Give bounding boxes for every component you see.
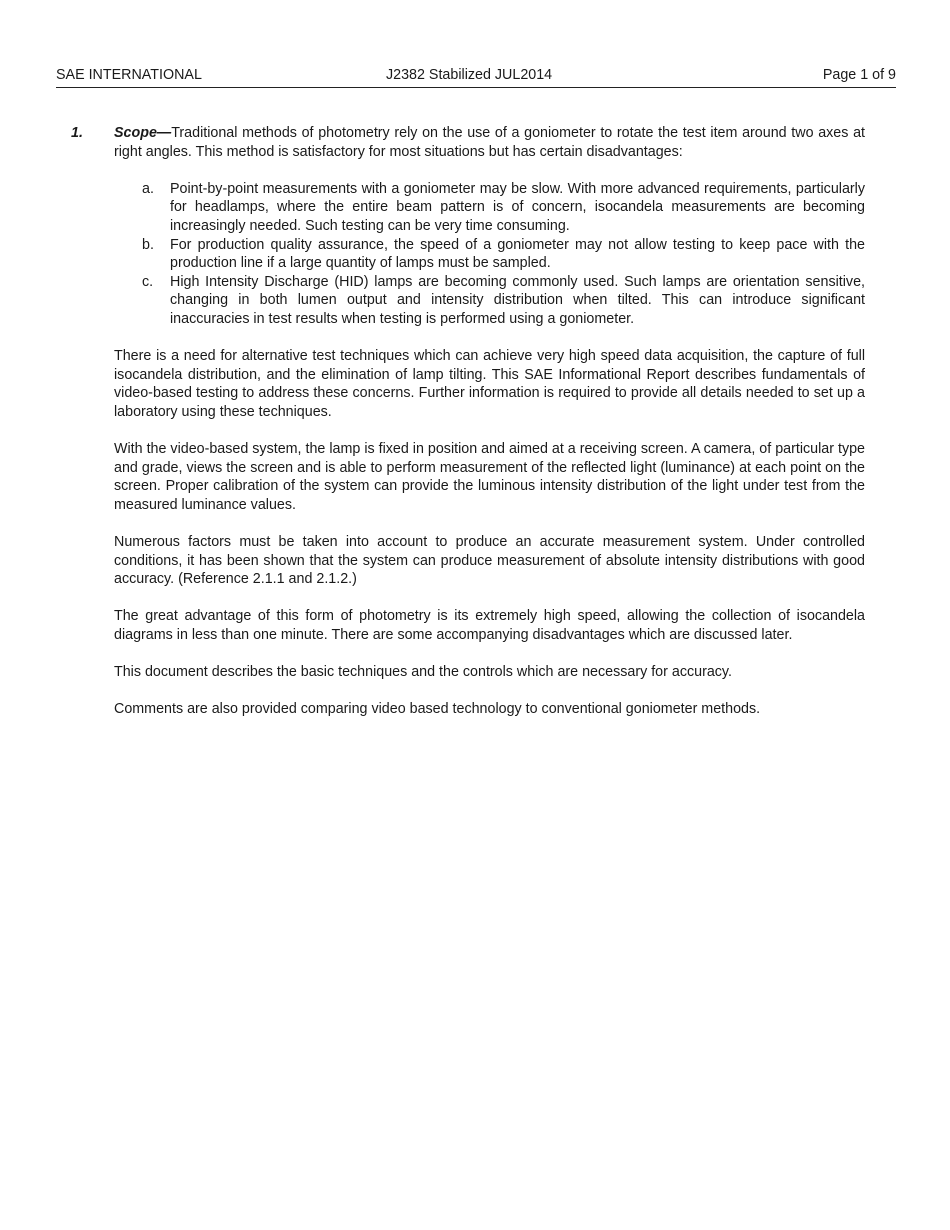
list-item-text: For production quality assurance, the speed of a goniometer may not allow testing to keep pace with the production line if a large quantity of lamps must be sampled.: [170, 236, 865, 272]
body-paragraph: This document describes the basic techniques and the controls which are necessary for accuracy.: [114, 664, 732, 681]
body-paragraph: With the video-based system, the lamp is fixed in position and aimed at a receiving screen. A camera, of particular type and grade, views the screen and is able to perform measurement of the reflected light (luminance) at each point on the screen. Proper calibration of the system can provide the luminous intensity distribution of the light under test from the measured luminance values.: [114, 441, 865, 513]
scope-intro-text: Traditional methods of photometry rely on the use of a goniometer to rotate the test item around two axes at right angles. This method is satisfactory for most situations but has certain disadvantages:: [114, 125, 865, 160]
list-item: [142, 273, 865, 329]
page-header: [56, 66, 896, 88]
body-paragraph: The great advantage of this form of photometry is its extremely high speed, allowing the collection of isocandela diagrams in less than one minute. There are some accompanying disadvantages which are discussed later.: [114, 608, 865, 644]
scope-intro-paragraph: [114, 124, 865, 161]
list-item-letter: b.: [142, 236, 154, 253]
list-item: [142, 180, 865, 236]
body-paragraph: Comments are also provided comparing video based technology to conventional goniometer methods.: [114, 701, 761, 718]
header-document-id: J2382 Stabilized JUL2014: [386, 67, 553, 83]
list-item-text: High Intensity Discharge (HID) lamps are becoming commonly used. Such lamps are orientation sensitive, changing in both lumen output and intensity distribution when tilted. This can introduce significant inaccuracies in test results when testing is performed using a goniometer.: [170, 273, 865, 327]
list-item-letter: c.: [142, 273, 154, 290]
header-organization: SAE INTERNATIONAL: [56, 67, 202, 83]
section-title: Scope—: [114, 125, 172, 141]
body-paragraph: Numerous factors must be taken into account to produce an accurate measurement system. Under controlled conditions, it has been shown that the system can produce measurement of absolute intensity distributions with good accuracy. (Reference 2.1.1 and 2.1.2.): [114, 534, 865, 588]
section-number: 1.: [71, 125, 83, 141]
section-scope: [71, 124, 865, 738]
list-item-text: Point-by-point measurements with a goniometer may be slow. With more advanced requirements, particularly for headlamps, where the entire beam pattern is of concern, isocandela measurements are becoming increasingly needed. Such testing can be very time consuming.: [170, 180, 865, 234]
list-item: [142, 236, 865, 273]
disadvantages-list: [114, 180, 865, 329]
list-item-letter: a.: [142, 180, 154, 197]
header-page-label: Page 1 of 9: [822, 67, 896, 83]
body-paragraph: There is a need for alternative test techniques which can achieve very high speed data acquisition, the capture of full isocandela distribution, and the elimination of lamp tilting. This SAE Informational Report describes fundamentals of video-based testing to address these concerns. Further information is required to provide all details needed to set up a laboratory using these techniques.: [114, 348, 865, 420]
